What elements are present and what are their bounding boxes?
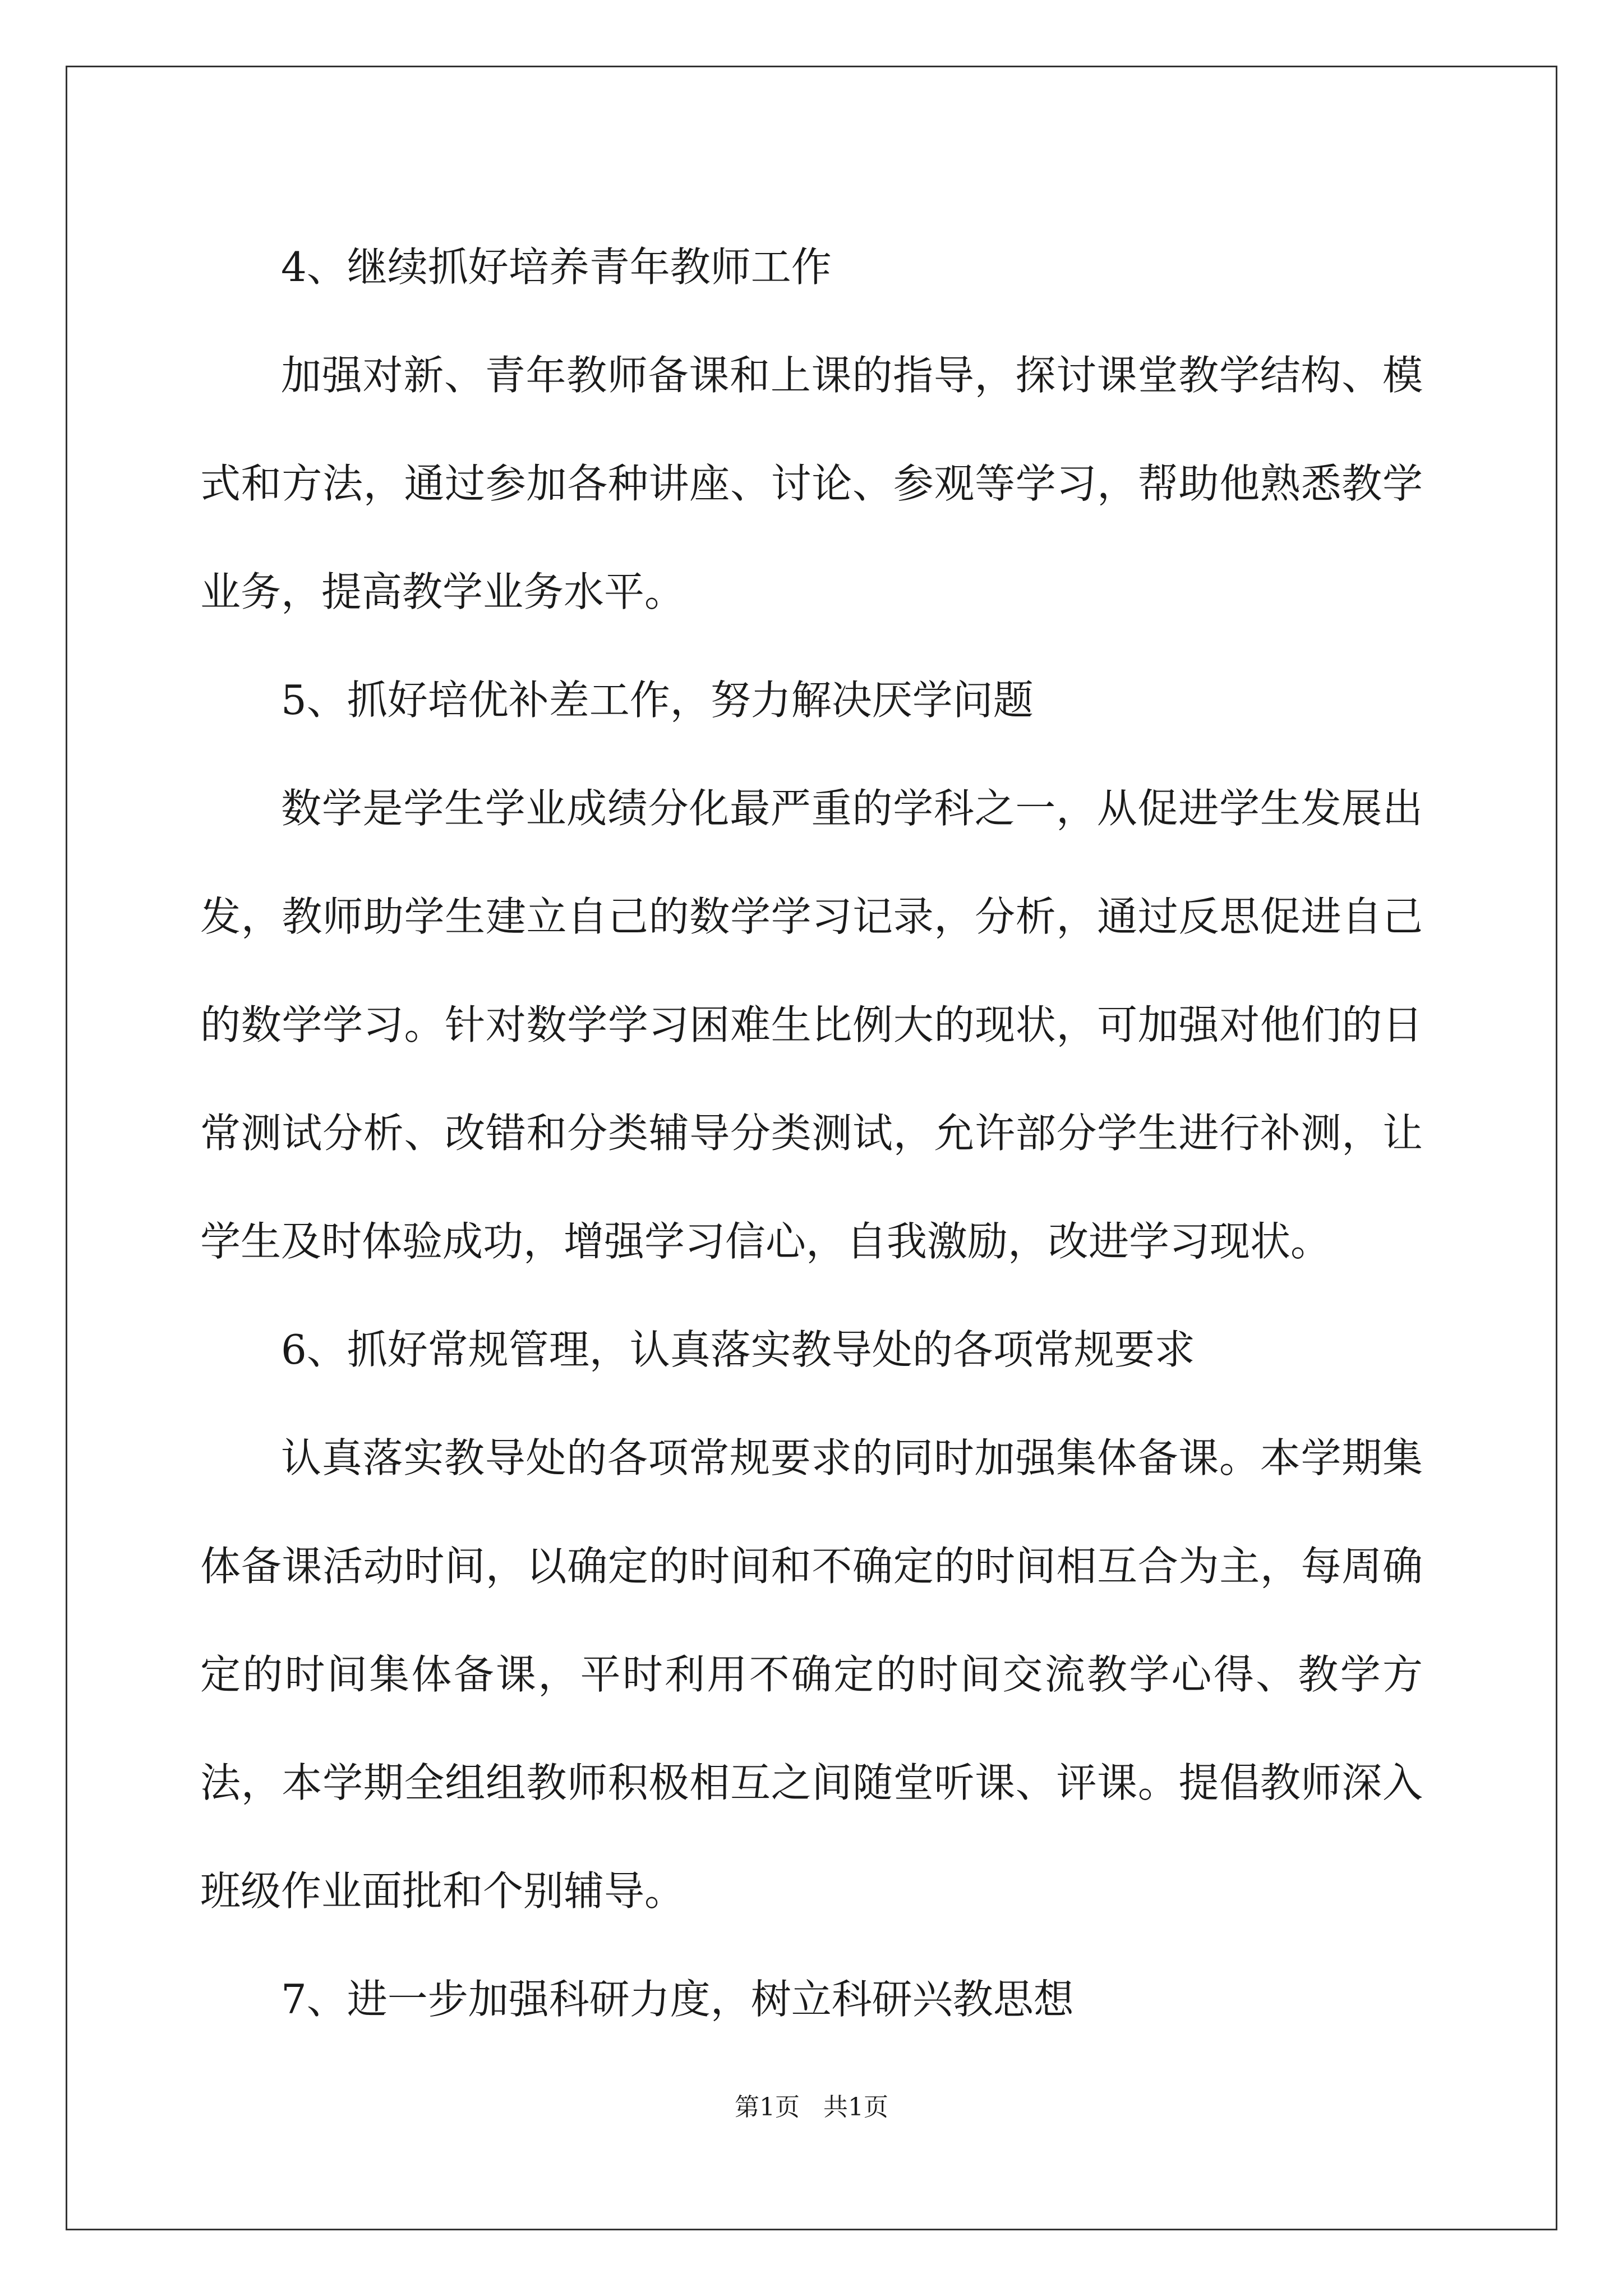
section-7-heading: 7、进一步加强科研力度，树立科研兴教思想 — [281, 1976, 1074, 2023]
page-total: 共1页 — [823, 2093, 888, 2122]
section-6-heading: 6、抓好常规管理，认真落实教导处的各项常规要求 — [281, 1326, 1195, 1373]
page-number: 第1页 — [735, 2093, 800, 2122]
section-5-heading: 5、抓好培优补差工作，努力解决厌学问题 — [281, 677, 1034, 724]
document-body — [200, 213, 1423, 2054]
section-5-body: 数学是学生学业成绩分化最严重的学科之一，从促进学生发展出发，教师助学生建立自己的数学学习记录，分析，通过反思促进自己的数学学习。针对数学学习困难生比例大的现状，可加强对他们的日常测试分析、改错和分类辅导分类测试，允许部分学生进行补测，让学生及时体验成功，增强学习信心，自我激励，改进学习现状。 — [200, 785, 1423, 1265]
section-4-heading: 4、继续抓好培养青年教师工作 — [281, 243, 832, 291]
page-footer — [0, 2087, 1623, 2123]
section-6-body: 认真落实教导处的各项常规要求的同时加强集体备课。本学期集体备课活动时间，以确定的时间和不确定的时间相互合为主，每周确定的时间集体备课，平时利用不确定的时间交流教学心得、教学方法，本学期全组组教师积极相互之间随堂听课、评课。提倡教师深入班级作业面批和个别辅导。 — [200, 1434, 1423, 1915]
section-4-body: 加强对新、青年教师备课和上课的指导，探讨课堂教学结构、模式和方法，通过参加各种讲座、讨论、参观等学习，帮助他熟悉教学业务，提高教学业务水平。 — [200, 352, 1423, 615]
